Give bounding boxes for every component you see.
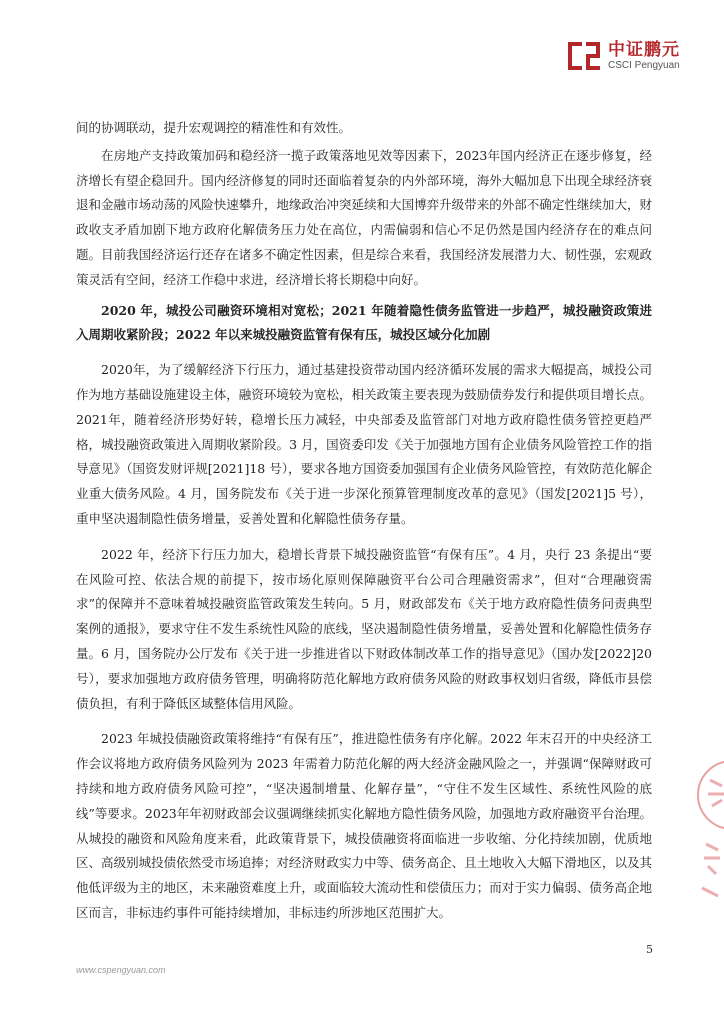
- csci-logo-icon: [566, 38, 602, 74]
- brand-name-en: CSCI Pengyuan: [608, 59, 680, 71]
- document-body: [76, 116, 652, 929]
- brand-logo: [566, 38, 680, 74]
- footer-url: www.cspengyuan.com: [76, 965, 166, 975]
- paragraph: 间的协调联动，提升宏观调控的精准性和有效性。: [76, 120, 352, 135]
- paragraph: 2020年，为了缓解经济下行压力，通过基建投资带动国内经济循环发展的需求大幅提高，城投公司作为地方基础设施建设主体，融资环境较为宽松，相关政策主要表现为鼓励债券发行和提供项目增长点。2021年，随着经济形势好转，稳增长压力减轻，中央部委及监管部门对地方政府隐性债务管控更趋严格，城投融资政策进入周期收紧阶段。3 月，国资委印发《关于加强地方国有企业债务风险管控工作的指导意见》（国资发财评规[2021]18 号），要求各地方国资委加强国有企业债务风险管控，有效防范化解企业重大债务风险。4 月，国务院发布《关于进一步深化预算管理制度改革的意见》（国发[2021]5 号），重申坚决遏制隐性债务增量，妥善处置和化解隐性债务存量。: [76, 362, 652, 526]
- paragraph: 在房地产支持政策加码和稳经济一揽子政策落地见效等因素下，2023年国内经济正在逐步修复，经济增长有望企稳回升。国内经济修复的同时还面临着复杂的内外部环境，海外大幅加息下出现全球经济衰退和金融市场动荡的风险快速攀升，地缘政治冲突延续和大国博弈升级带来的外部不确定性继续加大，财政收支矛盾加剧下地方政府化解债务压力处在高位，内需偏弱和信心不足仍然是国内经济存在的难点问题。目前我国经济运行还存在诸多不确定性因素，但是综合来看，我国经济发展潜力大、韧性强，宏观政策灵活有空间，经济工作稳中求进，经济增长将长期稳中向好。: [76, 147, 652, 287]
- brand-name-cn: 中证鹏元: [608, 40, 680, 61]
- seal-stamp-fragment-icon: [694, 836, 724, 912]
- section-heading: 2020 年，城投公司融资环境相对宽松；2021 年随着隐性债务监管进一步趋严，城投融资政策进入周期收紧阶段；2022 年以来城投融资监管有保有压，城投区域分化加剧: [76, 302, 652, 343]
- seal-stamp-icon: [692, 760, 724, 830]
- paragraph: 2022 年，经济下行压力加大，稳增长背景下城投融资监管“有保有压”。4 月，央行 23 条提出“要在风险可控、依法合规的前提下，按市场化原则保障融资平台公司合理融资需求”，但对“合理融资需求”的保障并不意味着城投融资监管政策发生转向。5 月，财政部发布《关于地方政府隐性债务问责典型案例的通报》，要求守住不发生系统性风险的底线，坚决遏制隐性债务增量，妥善处置和化解隐性债务存量。6 月，国务院办公厅发布《关于进一步推进省以下财政体制改革工作的指导意见》（国办发[2022]20 号），要求加强地方政府债务管理，明确将防范化解地方政府债务风险的财政事权划归省级，降低市县偿债负担，有利于降低区域整体信用风险。: [76, 546, 652, 711]
- paragraph: 2023 年城投债融资政策将维持“有保有压”，推进隐性债务有序化解。2022 年末召开的中央经济工作会议将地方政府债务风险列为 2023 年需着力防范化解的两大经济金融风险之一，并强调“保障财政可持续和地方政府债务风险可控”，“坚决遏制增量、化解存量”，“守住不发生区域性、系统性风险的底线”等要求。2023年年初财政部会议强调继续抓实化解地方隐性债务风险，加强地方政府融资平台治理。从城投的融资和风险角度来看，此政策背景下，城投债融资将面临进一步收缩、分化持续加剧，优质地区、高级别城投债依然受市场追捧；对经济财政实力中等、债务高企、且土地收入大幅下滑地区，以及其他低评级为主的地区，未来融资难度上升，或面临较大流动性和偿债压力；而对于实力偏弱、债务高企地区而言，非标违约事件可能持续增加，非标违约所涉地区范围扩大。: [76, 731, 652, 920]
- page-number: 5: [646, 943, 653, 956]
